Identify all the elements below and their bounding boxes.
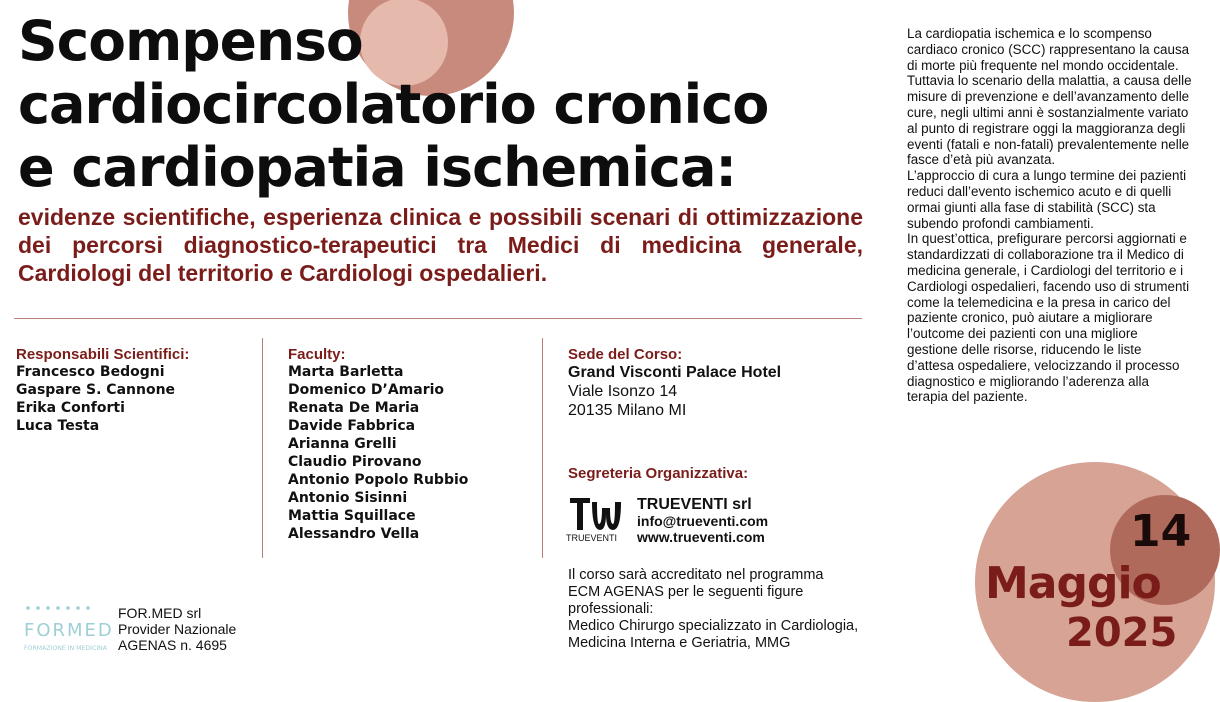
- divider-vertical-1: [262, 338, 263, 558]
- provider-info: [118, 605, 236, 653]
- formed-logo-icon: [22, 604, 114, 654]
- faculty-name: Domenico D’Amario: [288, 382, 445, 398]
- title-line-2: cardiocircolatorio cronico: [18, 73, 769, 136]
- venue-heading: Sede del Corso:: [568, 346, 683, 363]
- faculty-name: Antonio Sisinni: [288, 490, 408, 506]
- divider-horizontal: [14, 318, 862, 319]
- ecm-line: Medico Chirurgo specializzato in Cardiologia,: [568, 618, 859, 634]
- venue-address-line-2: 20135 Milano MI: [568, 402, 687, 419]
- faculty-name: Renata De Maria: [288, 400, 420, 416]
- secretariat-company: TRUEVENTI srl: [637, 496, 752, 513]
- provider-line: FOR.MED srl: [118, 605, 202, 621]
- faculty-name: Claudio Pirovano: [288, 454, 422, 470]
- event-date-month: Maggio: [985, 558, 1161, 609]
- event-title: [18, 10, 878, 199]
- trueventi-logo-text: TRUEVENTI: [566, 533, 618, 543]
- venue-address-line-1: Viale Isonzo 14: [568, 383, 678, 400]
- responsabili-heading: Responsabili Scientifici:: [16, 346, 190, 363]
- event-date-year: 2025: [1066, 610, 1178, 656]
- venue-name: Grand Visconti Palace Hotel: [568, 364, 782, 381]
- secretariat-email[interactable]: info@trueventi.com: [637, 513, 769, 529]
- description-paragraph: L’approccio di cura a lungo termine dei pazienti reduci dall’evento ischemico acuto e di quelli ormai giunti alla fase di stabilità (SCC) sta subendo profondi cambiamenti.: [907, 168, 1187, 231]
- responsabili-section: [16, 346, 189, 435]
- secretariat-heading: Segreteria Organizzativa:: [568, 465, 749, 482]
- faculty-name: Alessandro Vella: [288, 526, 420, 542]
- faculty-name: Marta Barletta: [288, 364, 404, 380]
- description-paragraph: La cardiopatia ischemica e lo scompenso cardiaco cronico (SCC) rappresentano la causa di morte più frequente nel mondo occidentale. Tuttavia lo scenario della malattia, a causa delle misure di prevenzione e dell’avanzamento delle cure, negli ultimi anni è sostanzialmente variato al punto di registrare oggi la maggioranza degli eventi (fatali e non-fatali) prevalentemente nelle fasce d’età più avanzata.: [907, 26, 1192, 168]
- ecm-line: ECM AGENAS per le seguenti figure: [568, 584, 804, 600]
- secretariat-website[interactable]: www.trueventi.com: [637, 529, 765, 545]
- faculty-name: Arianna Grelli: [288, 436, 397, 452]
- responsabile-name: Gaspare S. Cannone: [16, 382, 176, 398]
- event-date-day: 14: [1130, 506, 1192, 557]
- secretariat-contact: [637, 497, 768, 545]
- ecm-line: professionali:: [568, 601, 654, 617]
- provider-line: Provider Nazionale: [118, 621, 237, 637]
- divider-vertical-2: [542, 338, 543, 558]
- description-paragraph: In quest’ottica, prefigurare percorsi aggiornati e standardizzati di collaborazione tra il Medico di medicina generale, i Cardiologi del territorio e i Cardiologi ospedalieri, facendo uso di strumenti come la telemedicina e la presa in carico del paziente cronico, può aiutare a migliorare l’outcome dei pazienti con una migliore gestione delle risorse, riducendo le liste d’attesa ospedaliere, velocizzando il processo diagnostico e migliorando l’aderenza alla terapia del paziente.: [907, 231, 1190, 405]
- formed-logo-tagline: FORMAZIONE IN MEDICINA: [24, 645, 108, 652]
- title-line-1: Scompenso: [18, 9, 363, 73]
- venue-section: [568, 346, 781, 420]
- faculty-name: Mattia Squillace: [288, 508, 416, 524]
- responsabile-name: Francesco Bedogni: [16, 364, 165, 380]
- provider-line: AGENAS n. 4695: [118, 637, 227, 653]
- responsabile-name: Luca Testa: [16, 418, 100, 434]
- faculty-heading: Faculty:: [288, 346, 346, 363]
- title-line-3: e cardiopatia ischemica:: [18, 136, 736, 199]
- ecm-line: Il corso sarà accreditato nel programma: [568, 567, 824, 583]
- responsabile-name: Erika Conforti: [16, 400, 125, 416]
- formed-logo-wordmark: FORMED: [24, 620, 114, 641]
- faculty-name: Davide Fabbrica: [288, 418, 416, 434]
- faculty-section: [288, 346, 468, 543]
- event-subtitle: evidenze scientifiche, esperienza clinica e possibili scenari di ottimizzazione dei percorsi diagnostico-terapeutici tra Medici di medicina generale, Cardiologi del territorio e Cardiologi ospedalieri.: [18, 204, 863, 286]
- faculty-name: Antonio Popolo Rubbio: [288, 472, 469, 488]
- ecm-line: Medicina Interna e Geriatria, MMG: [568, 635, 791, 651]
- description-text: [907, 26, 1192, 405]
- ecm-accreditation: [568, 567, 888, 652]
